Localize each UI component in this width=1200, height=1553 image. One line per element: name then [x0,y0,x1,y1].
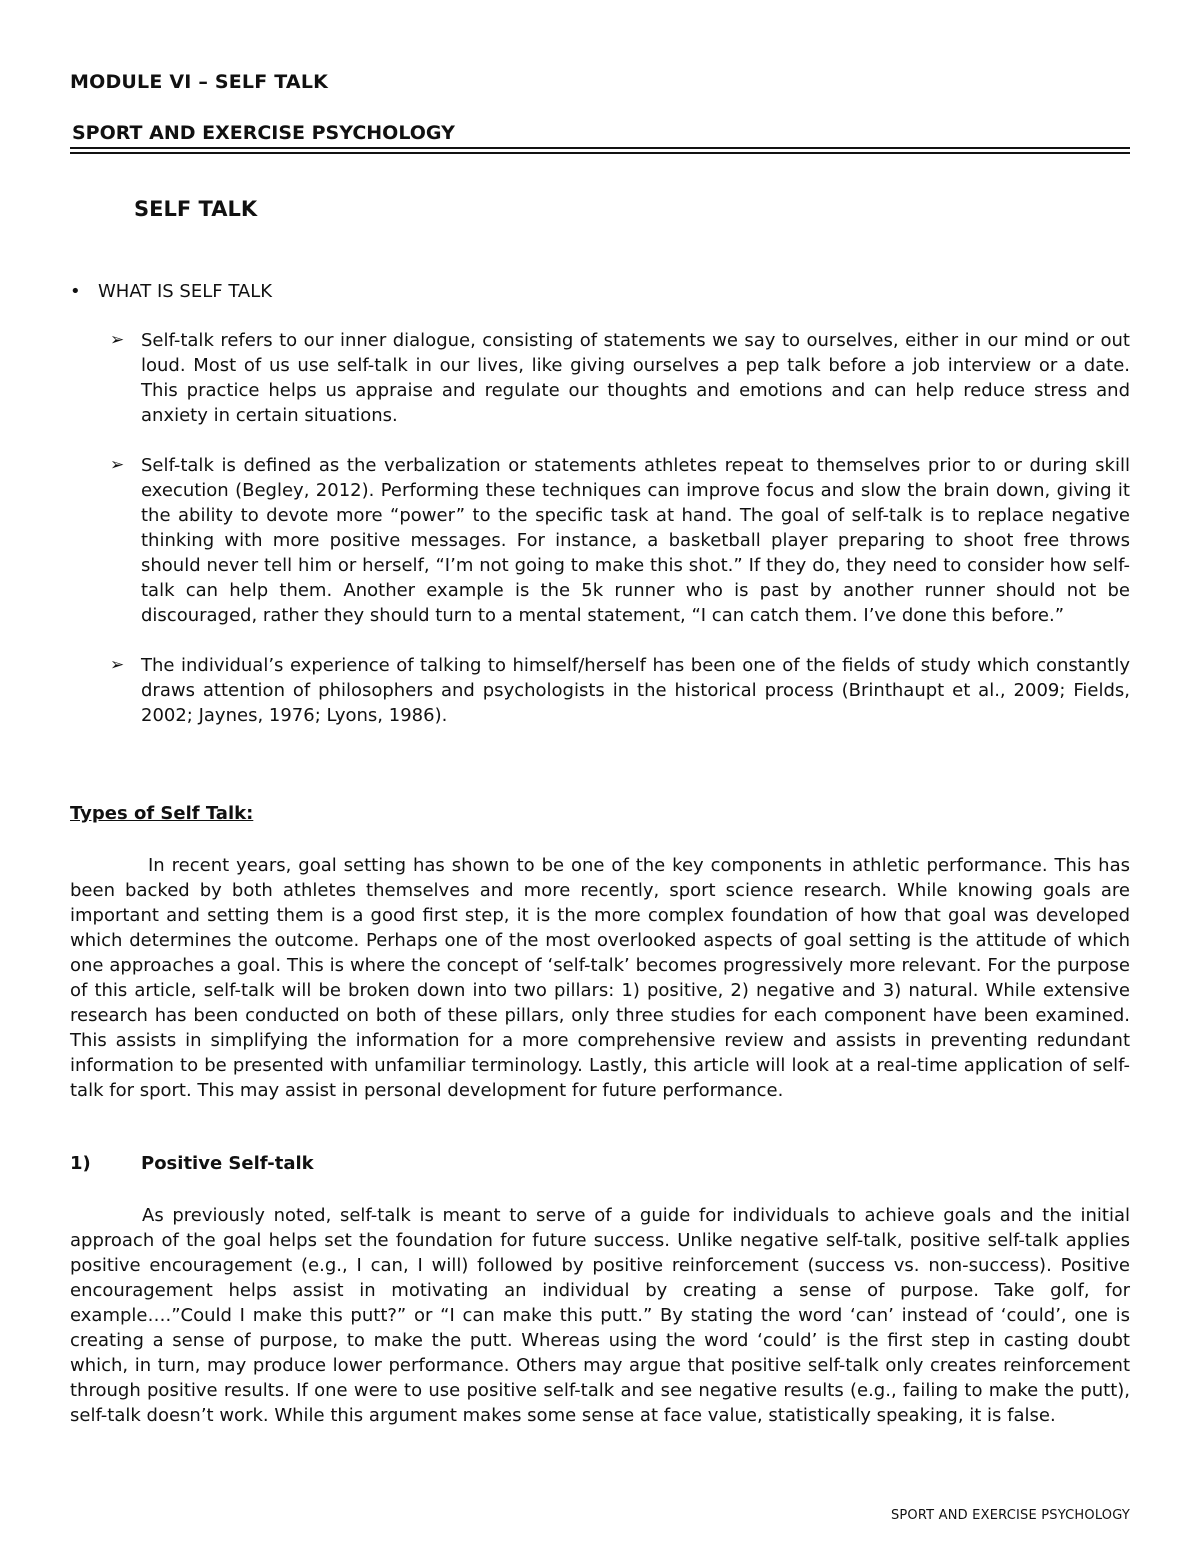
header-divider [70,147,1130,154]
list-item-text: Self-talk is defined as the verbalization or statements athletes repeat to themselves prior to or during skill execution (Begley, 2012). Performing these techniques can improve focus and slow the brain down, giving it the ability to devote more “power” to the specific task at hand. The goal of self-talk is to replace negative thinking with more positive messages. For instance, a basketball player preparing to shoot free throws should never tell him or herself, “I’m not going to make this shot.” If they do, they need to consider how self-talk can help them. Another example is the 5k runner who is past by another runner should not be discouraged, rather they should turn to a mental statement, “I can catch them. I’ve done this before.” [141,455,1130,626]
list-item [110,653,1130,728]
positive-heading-text: Positive Self-talk [141,1153,314,1174]
page-title: SELF TALK [134,197,258,221]
arrow-bullet-icon: ➢ [110,655,125,675]
what-is-label: WHAT IS SELF TALK [98,281,273,302]
positive-number: 1) [70,1153,91,1174]
arrow-bullet-icon: ➢ [110,330,125,350]
positive-paragraph [70,1203,1130,1428]
positive-heading [70,1153,314,1174]
what-is-bullet [70,279,272,304]
list-item [110,328,1130,428]
list-item-text: The individual’s experience of talking to himself/herself has been one of the fields of study which constantly draws attention of philosophers and psychologists in the historical process (Brinthaupt et al., 2009; Fields, 2002; Jaynes, 1976; Lyons, 1986). [141,655,1130,726]
course-title: SPORT AND EXERCISE PSYCHOLOGY [72,122,455,144]
list-item-text: Self-talk refers to our inner dialogue, consisting of statements we say to ourselves, either in our mind or out loud. Most of us use self-talk in our lives, like giving ourselves a pep talk before a job interview or a date. This practice helps us appraise and regulate our thoughts and emotions and can help reduce stress and anxiety in certain situations. [141,330,1130,426]
bullet-dot-icon: • [70,281,81,302]
types-paragraph-text: In recent years, goal setting has shown to be one of the key components in athletic performance. This has been backed by both athletes themselves and more recently, sport science research. While knowing goals are important and setting them is a good first step, it is the more complex foundation of how that goal was developed which determines the outcome. Perhaps one of the most overlooked aspects of goal setting is the attitude of which one approaches a goal. This is where the concept of ‘self-talk’ becomes progressively more relevant. For the purpose of this article, self-talk will be broken down into two pillars: 1) positive, 2) negative and 3) natural. While extensive research has been conducted on both of these pillars, only three studies for each component have been examined. This assists in simplifying the information for a more comprehensive review and assists in preventing redundant information to be presented with unfamiliar terminology. Lastly, this article will look at a real-time application of self-talk for sport. This may assist in personal development for future performance. [70,855,1130,1101]
document-page [70,0,1130,1553]
module-title: MODULE VI – SELF TALK [70,71,329,93]
definition-list [110,328,1130,753]
arrow-bullet-icon: ➢ [110,455,125,475]
page-footer: SPORT AND EXERCISE PSYCHOLOGY [890,1508,1130,1523]
positive-paragraph-text: As previously noted, self-talk is meant to serve of a guide for individuals to achieve goals and the initial approach of the goal helps set the foundation for future success. Unlike negative self-talk, positive self-talk applies positive encouragement (e.g., I can, I will) followed by positive reinforcement (success vs. non-success). Positive encouragement helps assist in motivating an individual by creating a sense of purpose. Take golf, for example….”Could I make this putt?” or “I can make this putt.” By stating the word ‘can’ instead of ‘could’, one is creating a sense of purpose, to make the putt. Whereas using the word ‘could’ is the first step in casting doubt which, in turn, may produce lower performance. Others may argue that positive self-talk only creates reinforcement through positive results. If one were to use positive self-talk and see negative results (e.g., failing to make the putt), self-talk doesn’t work. While this argument makes some sense at face value, statistically speaking, it is false. [70,1205,1130,1426]
types-heading: Types of Self Talk: [70,803,254,824]
list-item [110,453,1130,628]
types-paragraph [70,853,1130,1103]
